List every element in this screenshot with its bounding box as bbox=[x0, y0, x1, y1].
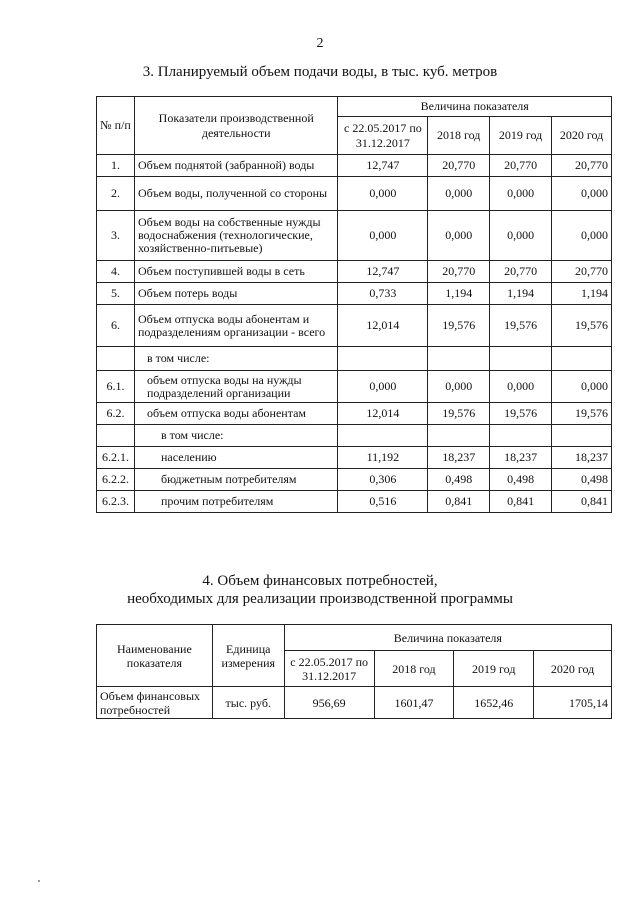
row-value-2020: 20,770 bbox=[552, 155, 612, 177]
header-name: Наименование показателя bbox=[97, 625, 213, 687]
row-indicator: Объем поднятой (забранной) воды bbox=[134, 155, 337, 177]
row-value-2018: 0,498 bbox=[428, 469, 490, 491]
row-value-2019: 20,770 bbox=[490, 155, 552, 177]
row-value-2019: 0,841 bbox=[490, 491, 552, 513]
row-indicator: объем отпуска воды абонентам bbox=[134, 403, 337, 425]
row-value-period: 0,000 bbox=[338, 177, 428, 211]
row-value-period: 0,000 bbox=[338, 211, 428, 261]
header-2018: 2018 год bbox=[374, 651, 454, 687]
header-period: с 22.05.2017 по 31.12.2017 bbox=[338, 117, 428, 155]
row-value-period: 956,69 bbox=[284, 687, 374, 719]
row-value-2018: 20,770 bbox=[428, 261, 490, 283]
row-value-2019: 19,576 bbox=[490, 305, 552, 347]
table-row bbox=[97, 347, 612, 371]
row-value-2020 bbox=[552, 425, 612, 447]
header-num: № п/п bbox=[97, 97, 135, 155]
row-value-2020: 1,194 bbox=[552, 283, 612, 305]
row-value-2018: 19,576 bbox=[428, 403, 490, 425]
row-value-period bbox=[338, 425, 428, 447]
row-value-2020: 0,000 bbox=[552, 211, 612, 261]
row-value-period bbox=[338, 347, 428, 371]
row-value-2019: 0,000 bbox=[490, 177, 552, 211]
row-value-2020: 20,770 bbox=[552, 261, 612, 283]
row-number: 6.1. bbox=[97, 371, 135, 403]
row-value-period: 11,192 bbox=[338, 447, 428, 469]
water-supply-table bbox=[96, 96, 612, 513]
row-indicator: Объем поступившей воды в сеть bbox=[134, 261, 337, 283]
row-value-2018: 0,000 bbox=[428, 177, 490, 211]
row-value-2020: 19,576 bbox=[552, 403, 612, 425]
section-4-title bbox=[0, 572, 640, 608]
row-number bbox=[97, 347, 135, 371]
row-value-period: 0,306 bbox=[338, 469, 428, 491]
row-number: 6.2. bbox=[97, 403, 135, 425]
row-value-2018: 0,000 bbox=[428, 211, 490, 261]
row-value-2018: 0,841 bbox=[428, 491, 490, 513]
row-value-period: 12,014 bbox=[338, 305, 428, 347]
table-row bbox=[97, 211, 612, 261]
row-value-period: 12,747 bbox=[338, 155, 428, 177]
header-period: с 22.05.2017 по 31.12.2017 bbox=[284, 651, 374, 687]
header-unit: Единица измерения bbox=[212, 625, 284, 687]
row-value-2019: 1,194 bbox=[490, 283, 552, 305]
row-number: 6. bbox=[97, 305, 135, 347]
row-number: 3. bbox=[97, 211, 135, 261]
table-row bbox=[97, 177, 612, 211]
header-2020: 2020 год bbox=[552, 117, 612, 155]
row-value-2018: 20,770 bbox=[428, 155, 490, 177]
row-indicator: в том числе: bbox=[134, 425, 337, 447]
row-value-period: 0,000 bbox=[338, 371, 428, 403]
section-4-title-line1: 4. Объем финансовых потребностей, bbox=[202, 573, 438, 589]
row-value-2020: 0,841 bbox=[552, 491, 612, 513]
row-value-2018: 19,576 bbox=[428, 305, 490, 347]
row-indicator: Объем отпуска воды абонентам и подразделениям организации - всего bbox=[134, 305, 337, 347]
row-indicator: Объем потерь воды bbox=[134, 283, 337, 305]
row-value-period: 12,014 bbox=[338, 403, 428, 425]
row-indicator: Объем воды на собственные нужды водоснабжения (технологические, хозяйственно-питьевые) bbox=[134, 211, 337, 261]
row-number: 1. bbox=[97, 155, 135, 177]
row-value-2020: 18,237 bbox=[552, 447, 612, 469]
row-value-2020 bbox=[552, 347, 612, 371]
header-value-group: Величина показателя bbox=[338, 97, 612, 117]
row-value-2019: 0,000 bbox=[490, 211, 552, 261]
table-row bbox=[97, 425, 612, 447]
header-indicator: Показатели производственной деятельности bbox=[134, 97, 337, 155]
row-value-2020: 19,576 bbox=[552, 305, 612, 347]
header-2018: 2018 год bbox=[428, 117, 490, 155]
row-value-2018 bbox=[428, 347, 490, 371]
row-value-2018 bbox=[428, 425, 490, 447]
row-indicator: населению bbox=[134, 447, 337, 469]
row-value-2018: 1,194 bbox=[428, 283, 490, 305]
row-indicator: прочим потребителям bbox=[134, 491, 337, 513]
row-value-2019: 20,770 bbox=[490, 261, 552, 283]
section-3-title: 3. Планируемый объем подачи воды, в тыс. куб. метров bbox=[142, 64, 498, 80]
table-row bbox=[97, 371, 612, 403]
row-value-2019 bbox=[490, 425, 552, 447]
row-number: 6.2.1. bbox=[97, 447, 135, 469]
table-row bbox=[97, 491, 612, 513]
table-row bbox=[97, 687, 612, 719]
row-value-2020: 0,498 bbox=[552, 469, 612, 491]
row-value-period: 0,733 bbox=[338, 283, 428, 305]
row-number bbox=[97, 425, 135, 447]
scan-speck bbox=[38, 880, 40, 882]
table-row bbox=[97, 155, 612, 177]
row-value-2019 bbox=[490, 347, 552, 371]
table-row bbox=[97, 447, 612, 469]
row-indicator: объем отпуска воды на нужды подразделений организации bbox=[134, 371, 337, 403]
header-2020: 2020 год bbox=[534, 651, 612, 687]
row-name: Объем финансовых потребностей bbox=[97, 687, 213, 719]
row-indicator: в том числе: bbox=[134, 347, 337, 371]
row-value-2020: 1705,14 bbox=[534, 687, 612, 719]
header-value-group: Величина показателя bbox=[284, 625, 611, 651]
row-number: 4. bbox=[97, 261, 135, 283]
row-number: 2. bbox=[97, 177, 135, 211]
table-row bbox=[97, 261, 612, 283]
row-indicator: бюджетным потребителям bbox=[134, 469, 337, 491]
section-4-title-line2: необходимых для реализации производственной программы bbox=[127, 591, 513, 607]
page-number: 2 bbox=[316, 36, 324, 51]
row-value-2019: 0,498 bbox=[490, 469, 552, 491]
table-row bbox=[97, 283, 612, 305]
row-value-2018: 1601,47 bbox=[374, 687, 454, 719]
row-unit: тыс. руб. bbox=[212, 687, 284, 719]
row-value-2018: 0,000 bbox=[428, 371, 490, 403]
row-value-2020: 0,000 bbox=[552, 177, 612, 211]
table-row bbox=[97, 305, 612, 347]
row-number: 5. bbox=[97, 283, 135, 305]
table-row bbox=[97, 403, 612, 425]
row-number: 6.2.2. bbox=[97, 469, 135, 491]
row-value-period: 12,747 bbox=[338, 261, 428, 283]
row-indicator: Объем воды, полученной со стороны bbox=[134, 177, 337, 211]
row-value-period: 0,516 bbox=[338, 491, 428, 513]
header-2019: 2019 год bbox=[490, 117, 552, 155]
row-value-2019: 0,000 bbox=[490, 371, 552, 403]
row-value-2019: 1652,46 bbox=[454, 687, 534, 719]
row-value-2019: 19,576 bbox=[490, 403, 552, 425]
row-value-2020: 0,000 bbox=[552, 371, 612, 403]
row-value-2018: 18,237 bbox=[428, 447, 490, 469]
financial-needs-table bbox=[96, 624, 612, 719]
row-number: 6.2.3. bbox=[97, 491, 135, 513]
table-row bbox=[97, 469, 612, 491]
header-2019: 2019 год bbox=[454, 651, 534, 687]
row-value-2019: 18,237 bbox=[490, 447, 552, 469]
